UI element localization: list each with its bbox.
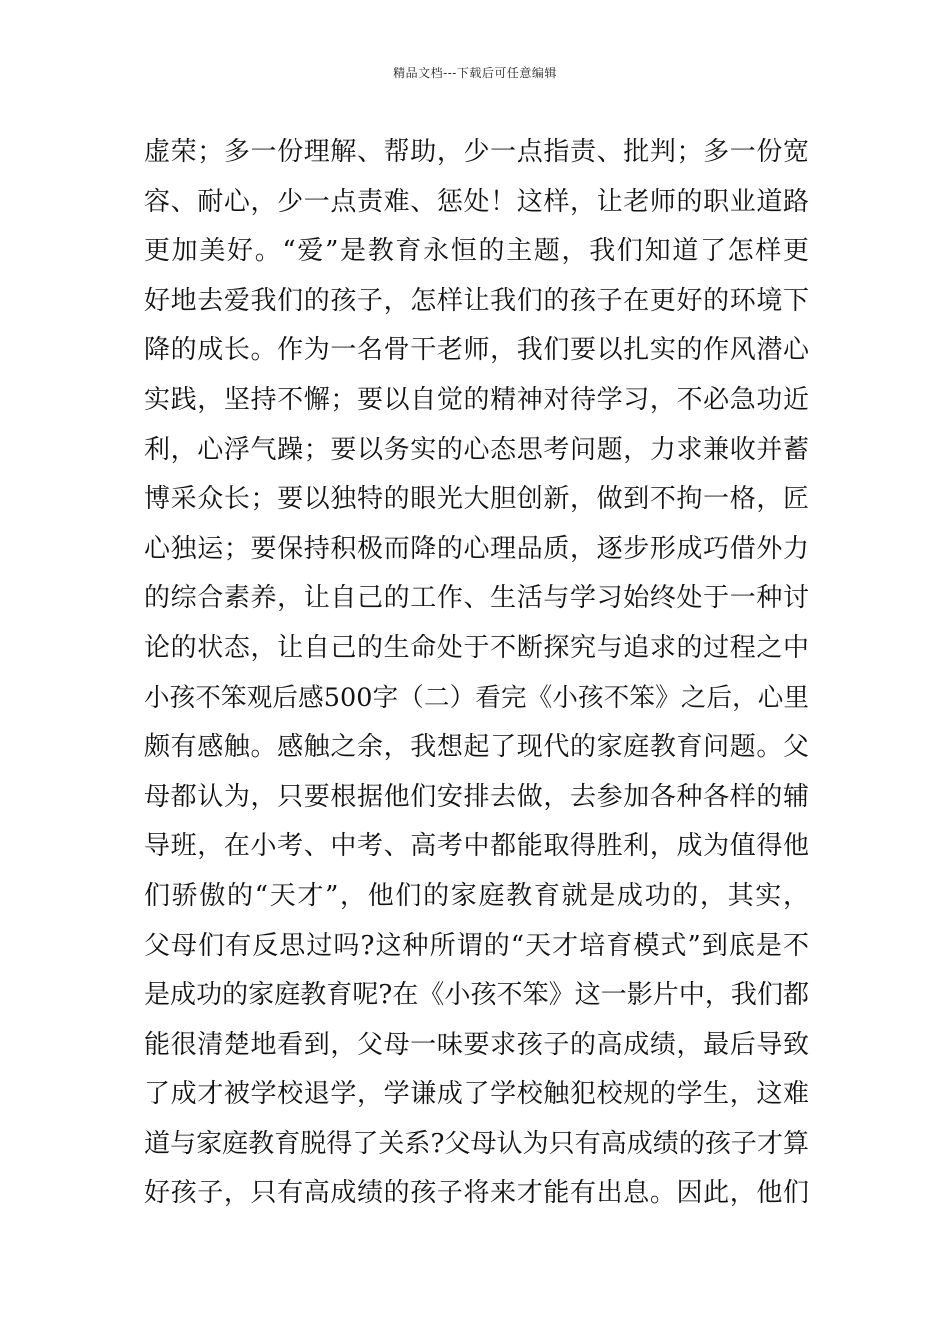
text-line: 导班，在小考、中考、高考中都能取得胜利，成为值得他 [144, 831, 809, 862]
text-line: 能很清楚地看到，父母一味要求孩子的高成绩，最后导致 [144, 1029, 809, 1060]
text-line: 好孩子，只有高成绩的孩子将来才能有出息。因此，他们 [144, 1178, 809, 1209]
text-line: 实践，坚持不懈；要以自觉的精神对待学习，不必急功近 [144, 384, 809, 415]
text-line: 颇有感触。感触之余，我想起了现代的家庭教育问题。父 [144, 732, 809, 763]
text-line: 的综合素养，让自己的工作、生活与学习始终处于一种讨 [144, 583, 809, 614]
text-line: 们骄傲的“天才”，他们的家庭教育就是成功的，其实， [144, 880, 809, 911]
text-line: 更加美好。“爱”是教育永恒的主题，我们知道了怎样更 [144, 236, 809, 267]
text-line: 小孩不笨观后感500字（二）看完《小孩不笨》之后，心里 [144, 682, 809, 713]
text-line: 降的成长。作为一名骨干老师，我们要以扎实的作风潜心 [144, 335, 809, 366]
text-line: 利，心浮气躁；要以务实的心态思考问题，力求兼收并蓄 [144, 434, 809, 465]
text-line: 好地去爱我们的孩子，怎样让我们的孩子在更好的环境下 [144, 285, 809, 316]
text-line: 心独运；要保持积极而降的心理品质，逐步形成巧借外力 [144, 533, 809, 564]
text-line: 了成才被学校退学，学谦成了学校触犯校规的学生，这难 [144, 1079, 809, 1110]
text-line: 虚荣；多一份理解、帮助，少一点指责、批判；多一份宽 [144, 137, 809, 167]
text-line: 道与家庭教育脱得了关系?父母认为只有高成绩的孩子才算 [144, 1128, 809, 1159]
text-line: 容、耐心，少一点责难、惩处！这样，让老师的职业道路 [144, 186, 809, 217]
body-text [144, 128, 809, 1219]
text-line: 是成功的家庭教育呢?在《小孩不笨》这一影片中，我们都 [144, 980, 809, 1011]
text-line: 母都认为，只要根据他们安排去做，去参加各种各样的辅 [144, 781, 809, 812]
page-header: 精品文档---下载后可任意编辑 [393, 66, 557, 80]
text-line: 父母们有反思过吗?这种所谓的“天才培育模式”到底是不 [144, 930, 809, 961]
text-line: 论的状态，让自己的生命处于不断探究与追求的过程之中 [144, 632, 809, 663]
text-line: 博采众长；要以独特的眼光大胆创新，做到不拘一格，匠 [144, 484, 809, 515]
